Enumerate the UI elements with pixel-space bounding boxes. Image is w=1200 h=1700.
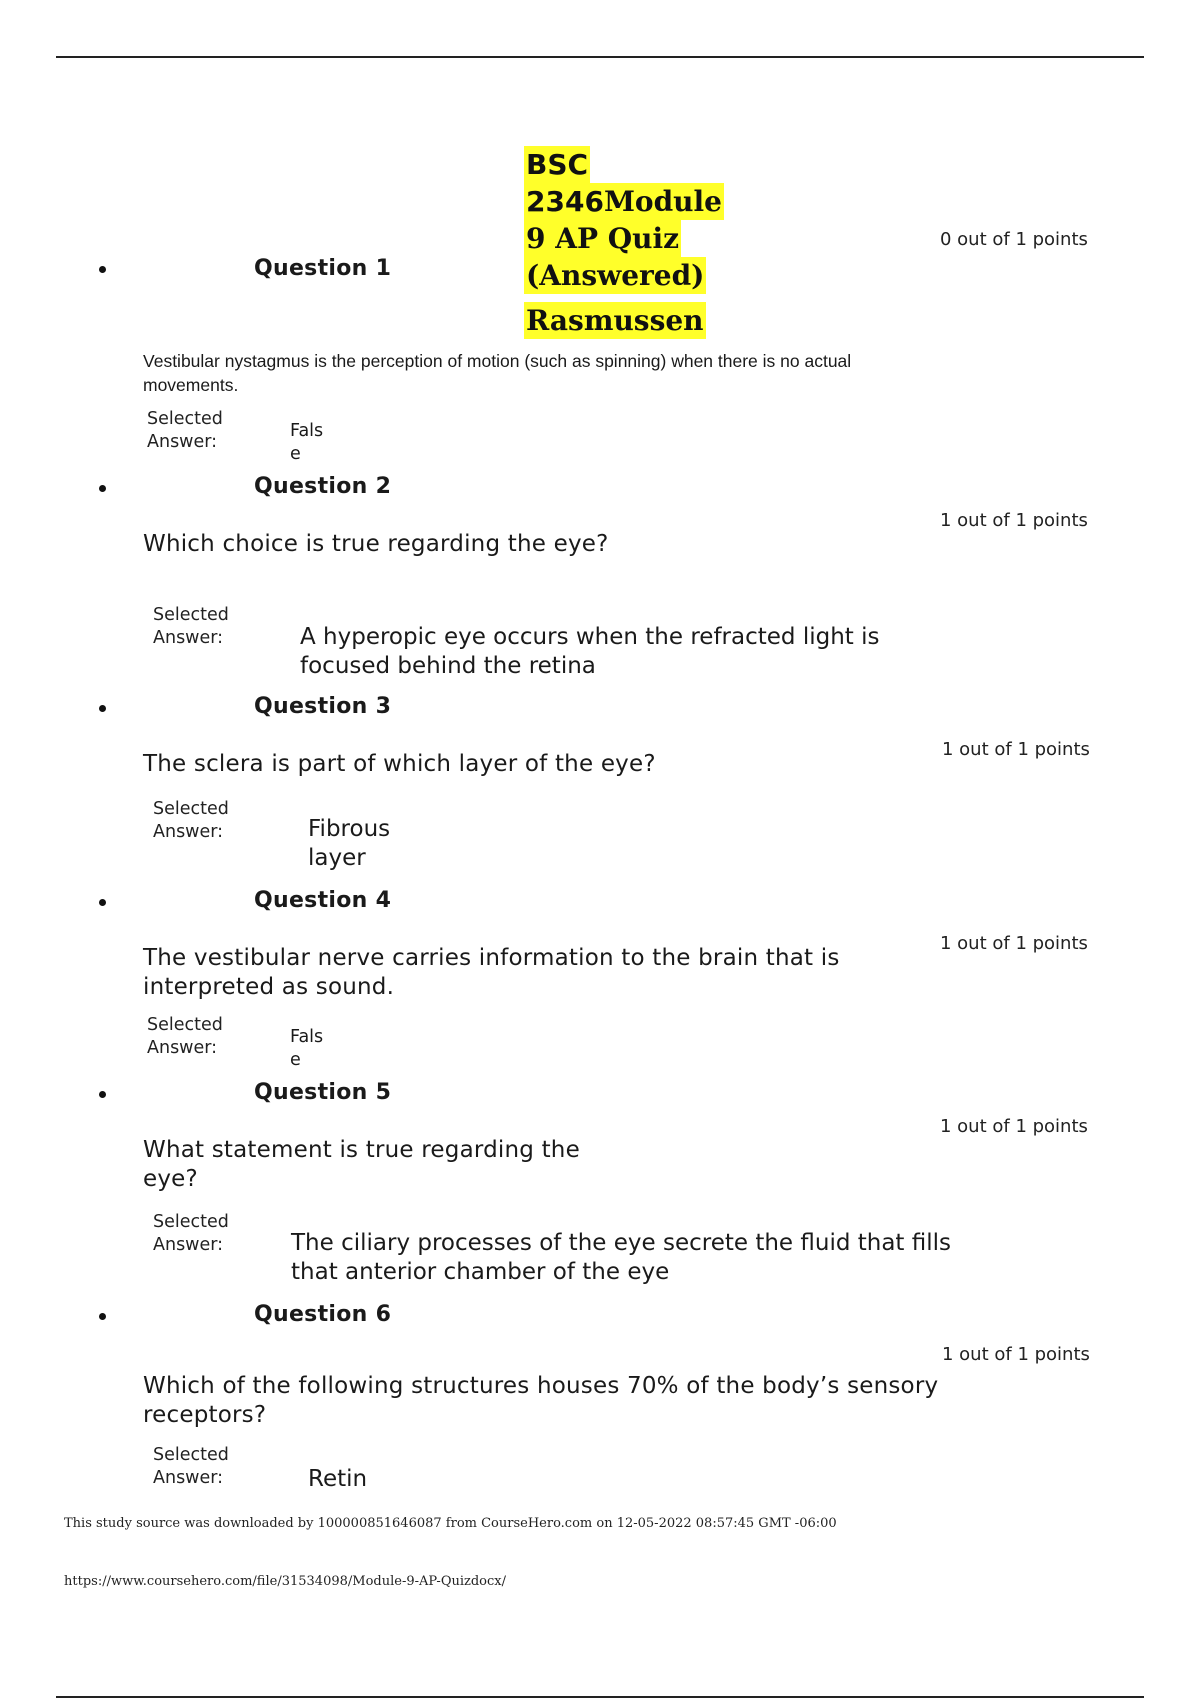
question-6-answer: Retin bbox=[308, 1466, 368, 1492]
question-2-selected-label: Selected Answer: bbox=[153, 605, 229, 648]
download-notice: This study source was downloaded by 100000851646087 from CourseHero.com on 12-05-2022 08:57:45 GMT -06:00 bbox=[64, 1516, 837, 1531]
question-4-heading: Question 4 bbox=[254, 888, 392, 913]
question-2-points: 1 out of 1 points bbox=[940, 510, 1088, 531]
question-6-points: 1 out of 1 points bbox=[942, 1344, 1090, 1365]
question-1-text: Vestibular nystagmus is the perception of motion (such as spinning) when there is no actual movements. bbox=[143, 351, 852, 395]
question-2-bullet bbox=[99, 485, 106, 492]
question-1-bullet bbox=[99, 266, 106, 273]
question-4-text: The vestibular nerve carries information to the brain that is interpreted as sound. bbox=[143, 945, 840, 1000]
question-2-heading: Question 2 bbox=[254, 474, 392, 499]
title-line-3: 9 AP Quiz bbox=[526, 222, 680, 255]
question-1-points: 0 out of 1 points bbox=[940, 229, 1088, 250]
question-6-selected-label: Selected Answer: bbox=[153, 1445, 229, 1488]
title-line-1: BSC bbox=[526, 148, 589, 181]
bottom-divider bbox=[56, 1696, 1144, 1698]
question-4-answer: Fals e bbox=[290, 1027, 324, 1070]
question-6-text: Which of the following structures houses 70% of the body’s sensory receptors? bbox=[143, 1373, 939, 1428]
question-5-bullet bbox=[99, 1091, 106, 1098]
question-3-heading: Question 3 bbox=[254, 694, 392, 719]
document-title bbox=[524, 146, 724, 339]
question-4-selected-label: Selected Answer: bbox=[147, 1015, 223, 1058]
question-2-text: Which choice is true regarding the eye? bbox=[143, 531, 609, 557]
question-5-answer: The ciliary processes of the eye secrete the fluid that fills that anterior chamber of the eye bbox=[291, 1230, 952, 1285]
question-1-selected-label: Selected Answer: bbox=[147, 409, 223, 452]
question-3-bullet bbox=[99, 705, 106, 712]
title-institution: Rasmussen bbox=[526, 304, 704, 337]
question-3-selected-label: Selected Answer: bbox=[153, 799, 229, 842]
question-3-points: 1 out of 1 points bbox=[942, 739, 1090, 760]
question-5-heading: Question 5 bbox=[254, 1080, 392, 1105]
question-5-points: 1 out of 1 points bbox=[940, 1116, 1088, 1137]
question-5-text: What statement is true regarding the eye? bbox=[143, 1137, 580, 1192]
question-3-text: The sclera is part of which layer of the eye? bbox=[143, 751, 656, 777]
question-3-answer: Fibrous layer bbox=[308, 816, 391, 871]
title-line-2 bbox=[524, 183, 724, 220]
question-6-heading: Question 6 bbox=[254, 1302, 392, 1327]
question-1-answer: Fals e bbox=[290, 421, 324, 464]
title-line-4: (Answered) bbox=[526, 259, 705, 292]
title-module-word: Module bbox=[603, 185, 722, 218]
title-course-number: 2346 bbox=[526, 185, 604, 218]
question-6-bullet bbox=[99, 1313, 106, 1320]
source-url[interactable]: https://www.coursehero.com/file/31534098/Module-9-AP-Quizdocx/ bbox=[64, 1574, 506, 1589]
question-5-selected-label: Selected Answer: bbox=[153, 1212, 229, 1255]
question-1-heading: Question 1 bbox=[254, 256, 392, 281]
top-divider bbox=[56, 56, 1144, 58]
question-2-answer: A hyperopic eye occurs when the refracted light is focused behind the retina bbox=[300, 624, 880, 679]
question-4-bullet bbox=[99, 899, 106, 906]
question-4-points: 1 out of 1 points bbox=[940, 933, 1088, 954]
